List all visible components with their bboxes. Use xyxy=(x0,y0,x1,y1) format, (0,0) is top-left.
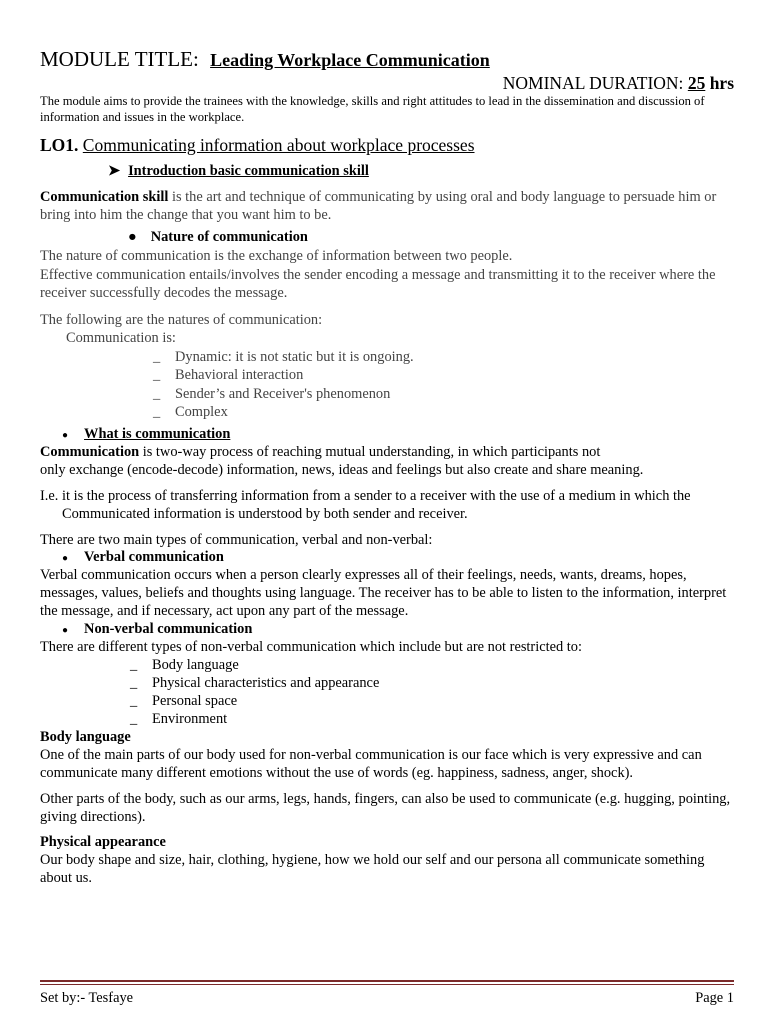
footer-divider-thin xyxy=(40,984,734,985)
dash-bullet-icon: _ xyxy=(153,404,161,420)
arrow-bullet-icon: ➤ xyxy=(108,163,121,179)
bullet-dot-icon: ● xyxy=(128,229,137,245)
what-heading xyxy=(62,425,230,445)
dash-bullet-icon: _ xyxy=(130,711,138,727)
list-item: _ Physical characteristics and appearance xyxy=(130,675,380,691)
verbal-heading xyxy=(62,548,224,568)
communication-skill-paragraph xyxy=(40,188,734,224)
nominal-duration xyxy=(503,72,734,94)
nonverbal-intro: There are different types of non-verbal communication which include but are not restricted to: xyxy=(40,639,582,655)
dash-bullet-icon: _ xyxy=(130,657,138,673)
intro-heading xyxy=(108,162,369,180)
ie-line-2: Communicated information is understood by both sender and receiver. xyxy=(62,506,468,522)
module-title-line xyxy=(40,46,490,73)
dash-bullet-icon: _ xyxy=(153,367,161,383)
dash-bullet-icon: _ xyxy=(130,693,138,709)
list-item: _ Complex xyxy=(153,404,228,420)
nonverbal-heading xyxy=(62,620,252,640)
physical-appearance-paragraph: Our body shape and size, hair, clothing, hygiene, how we hold our self and our persona all communicate something about us. xyxy=(40,852,705,886)
bullet-dot-icon: ● xyxy=(62,553,69,564)
body-language-heading: Body language xyxy=(40,729,131,745)
body-language-paragraph-1: One of the main parts of our body used for non-verbal communication is our face which is very expressive and can communicate many different emotions without the use of words (eg. happiness, sadness, anger, shock). xyxy=(40,747,702,781)
nature-heading xyxy=(128,228,308,246)
list-item: _ Dynamic: it is not static but it is ongoing. xyxy=(153,349,414,365)
dash-bullet-icon: _ xyxy=(153,349,161,365)
verbal-heading-text: Verbal communication xyxy=(84,549,224,565)
list-item: _ Body language xyxy=(130,657,239,673)
physical-appearance-heading: Physical appearance xyxy=(40,834,166,850)
nature-intro: The following are the natures of communication: xyxy=(40,312,323,328)
what-definition-1: Communication is two-way process of reaching mutual understanding, in which participants not xyxy=(40,444,601,460)
footer-divider xyxy=(40,980,734,982)
body-language-paragraph-2: Other parts of the body, such as our arms, legs, hands, fingers, can also be used to communicate (e.g. hugging, pointing, giving directions). xyxy=(40,791,731,825)
lo1-title: Communicating information about workplace processes xyxy=(82,135,475,155)
intro-heading-text: Introduction basic communication skill xyxy=(128,163,369,179)
what-definition-2: only exchange (encode-decode) information, news, ideas and feelings but also create and share meaning. xyxy=(40,462,644,478)
ie-line-1: I.e. it is the process of transferring information from a sender to a receiver with the use of a medium in which the xyxy=(40,488,691,504)
nonverbal-heading-text: Non-verbal communication xyxy=(84,621,253,637)
nature-line-2: Effective communication entails/involves the sender encoding a message and transmitting it to the receiver where the receiver successfully decodes the message. xyxy=(40,267,716,301)
duration-value: 25 xyxy=(687,73,706,93)
communication-term: Communication xyxy=(40,444,140,460)
duration-unit: hrs xyxy=(709,73,734,93)
nature-line-1: The nature of communication is the exchange of information between two people. xyxy=(40,248,513,264)
lo1-heading xyxy=(40,134,475,156)
communication-skill-definition: is the art and technique of communicating by using oral and body language to persuade him or bring into him the change that you want him to be. xyxy=(40,189,717,223)
types-line: There are two main types of communication, verbal and non-verbal: xyxy=(40,532,433,548)
bullet-dot-icon: ● xyxy=(62,625,69,636)
bullet-dot-icon: ● xyxy=(62,430,69,441)
lo1-code: LO1. xyxy=(40,135,79,155)
footer-page-number: Page 1 xyxy=(695,990,734,1006)
duration-label: NOMINAL DURATION: xyxy=(502,73,684,93)
list-item: _ Environment xyxy=(130,711,228,727)
list-item: _ Personal space xyxy=(130,693,238,709)
nature-lead: Communication is: xyxy=(66,330,176,346)
list-item: _ Sender’s and Receiver's phenomenon xyxy=(153,386,391,402)
nature-heading-text: Nature of communication xyxy=(150,229,308,245)
footer-author: Set by:- Tesfaye xyxy=(40,990,134,1006)
dash-bullet-icon: _ xyxy=(130,675,138,691)
verbal-paragraph: Verbal communication occurs when a person clearly expresses all of their feelings, needs, wants, dreams, hopes, messages, values, beliefs and thoughts using language. The receiver has to be able to listen to the information, interpret the message, and if necessary, act upon any part of the message. xyxy=(40,567,727,619)
module-aims: The module aims to provide the trainees with the knowledge, skills and right attitudes to lead in the dissemination and discussion of information and issues in the workplace. xyxy=(40,94,705,124)
module-title: Leading Workplace Communication xyxy=(210,50,490,70)
list-item: _ Behavioral interaction xyxy=(153,367,304,383)
module-label: MODULE TITLE: xyxy=(40,47,199,71)
dash-bullet-icon: _ xyxy=(153,386,161,402)
communication-skill-term: Communication skill xyxy=(40,189,169,205)
what-heading-text: What is communication xyxy=(84,426,231,442)
